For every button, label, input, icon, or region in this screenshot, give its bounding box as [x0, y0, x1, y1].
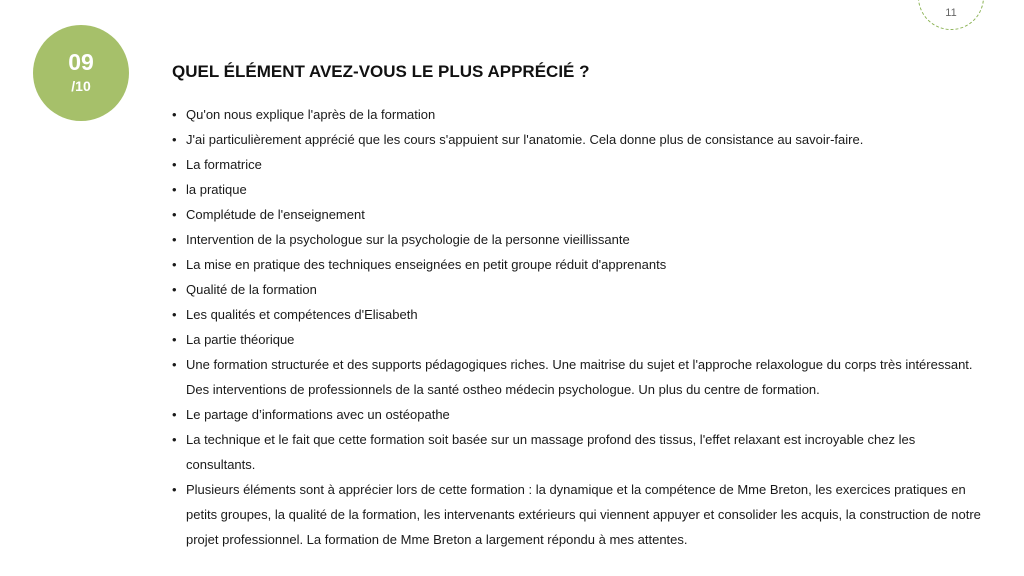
- answer-text: La technique et le fait que cette formation soit basée sur un massage profond des tissus, l'effet relaxant est incroyable chez les consultants.: [186, 432, 916, 472]
- bullet-icon: •: [172, 182, 177, 197]
- answer-text: la pratique: [186, 182, 247, 197]
- list-item: [172, 327, 982, 352]
- bullet-icon: •: [172, 282, 177, 297]
- answer-text: Une formation structurée et des supports pédagogiques riches. Une maitrise du sujet et l'approche relaxologue du corps très intéressant. Des interventions de professionnels de la santé ostheo médecin psychologue. Un plus du centre de formation.: [186, 357, 973, 397]
- bullet-icon: •: [172, 482, 177, 497]
- answer-text: Qu'on nous explique l'après de la formation: [186, 107, 436, 122]
- question-counter-badge: [33, 25, 129, 121]
- answer-text: La formatrice: [186, 157, 262, 172]
- bullet-icon: •: [172, 257, 177, 272]
- answer-text: Les qualités et compétences d'Elisabeth: [186, 307, 418, 322]
- list-item: [172, 252, 982, 277]
- bullet-icon: •: [172, 357, 177, 372]
- question-current-number: 09: [68, 49, 94, 75]
- list-item: [172, 402, 982, 427]
- list-item: [172, 177, 982, 202]
- list-item: [172, 152, 982, 177]
- bullet-icon: •: [172, 432, 177, 447]
- answer-text: Intervention de la psychologue sur la psychologie de la personne vieillissante: [186, 232, 630, 247]
- bullet-icon: •: [172, 232, 177, 247]
- answer-text: J'ai particulièrement apprécié que les cours s'appuient sur l'anatomie. Cela donne plus de consistance au savoir-faire.: [186, 132, 864, 147]
- bullet-icon: •: [172, 332, 177, 347]
- list-item: [172, 277, 982, 302]
- bullet-icon: •: [172, 307, 177, 322]
- list-item: [172, 352, 982, 402]
- answer-text: Complétude de l'enseignement: [186, 207, 365, 222]
- page-number: 11: [945, 7, 957, 19]
- list-item: [172, 227, 982, 252]
- bullet-icon: •: [172, 107, 177, 122]
- bullet-icon: •: [172, 157, 177, 172]
- answers-list: [172, 102, 982, 552]
- answer-text: Le partage d’informations avec un ostéopathe: [186, 407, 450, 422]
- page-title: QUEL ÉLÉMENT AVEZ-VOUS LE PLUS APPRÉCIÉ ?: [172, 62, 590, 81]
- bullet-icon: •: [172, 207, 177, 222]
- list-item: [172, 427, 982, 477]
- list-item: [172, 127, 982, 152]
- list-item: [172, 102, 982, 127]
- list-item: [172, 302, 982, 327]
- question-total: /10: [71, 78, 91, 94]
- answer-text: La partie théorique: [186, 332, 295, 347]
- bullet-icon: •: [172, 132, 177, 147]
- answer-text: Qualité de la formation: [186, 282, 317, 297]
- answer-text: Plusieurs éléments sont à apprécier lors de cette formation : la dynamique et la compétence de Mme Breton, les exercices pratiques en petits groupes, la qualité de la formation, les intervenants extérieurs qui viennent appuyer et consolider les acquis, la construction de notre projet professionnel. La formation de Mme Breton a largement répondu à mes attentes.: [186, 482, 981, 547]
- list-item: [172, 477, 982, 552]
- bullet-icon: •: [172, 407, 177, 422]
- answer-text: La mise en pratique des techniques enseignées en petit groupe réduit d'apprenants: [186, 257, 667, 272]
- list-item: [172, 202, 982, 227]
